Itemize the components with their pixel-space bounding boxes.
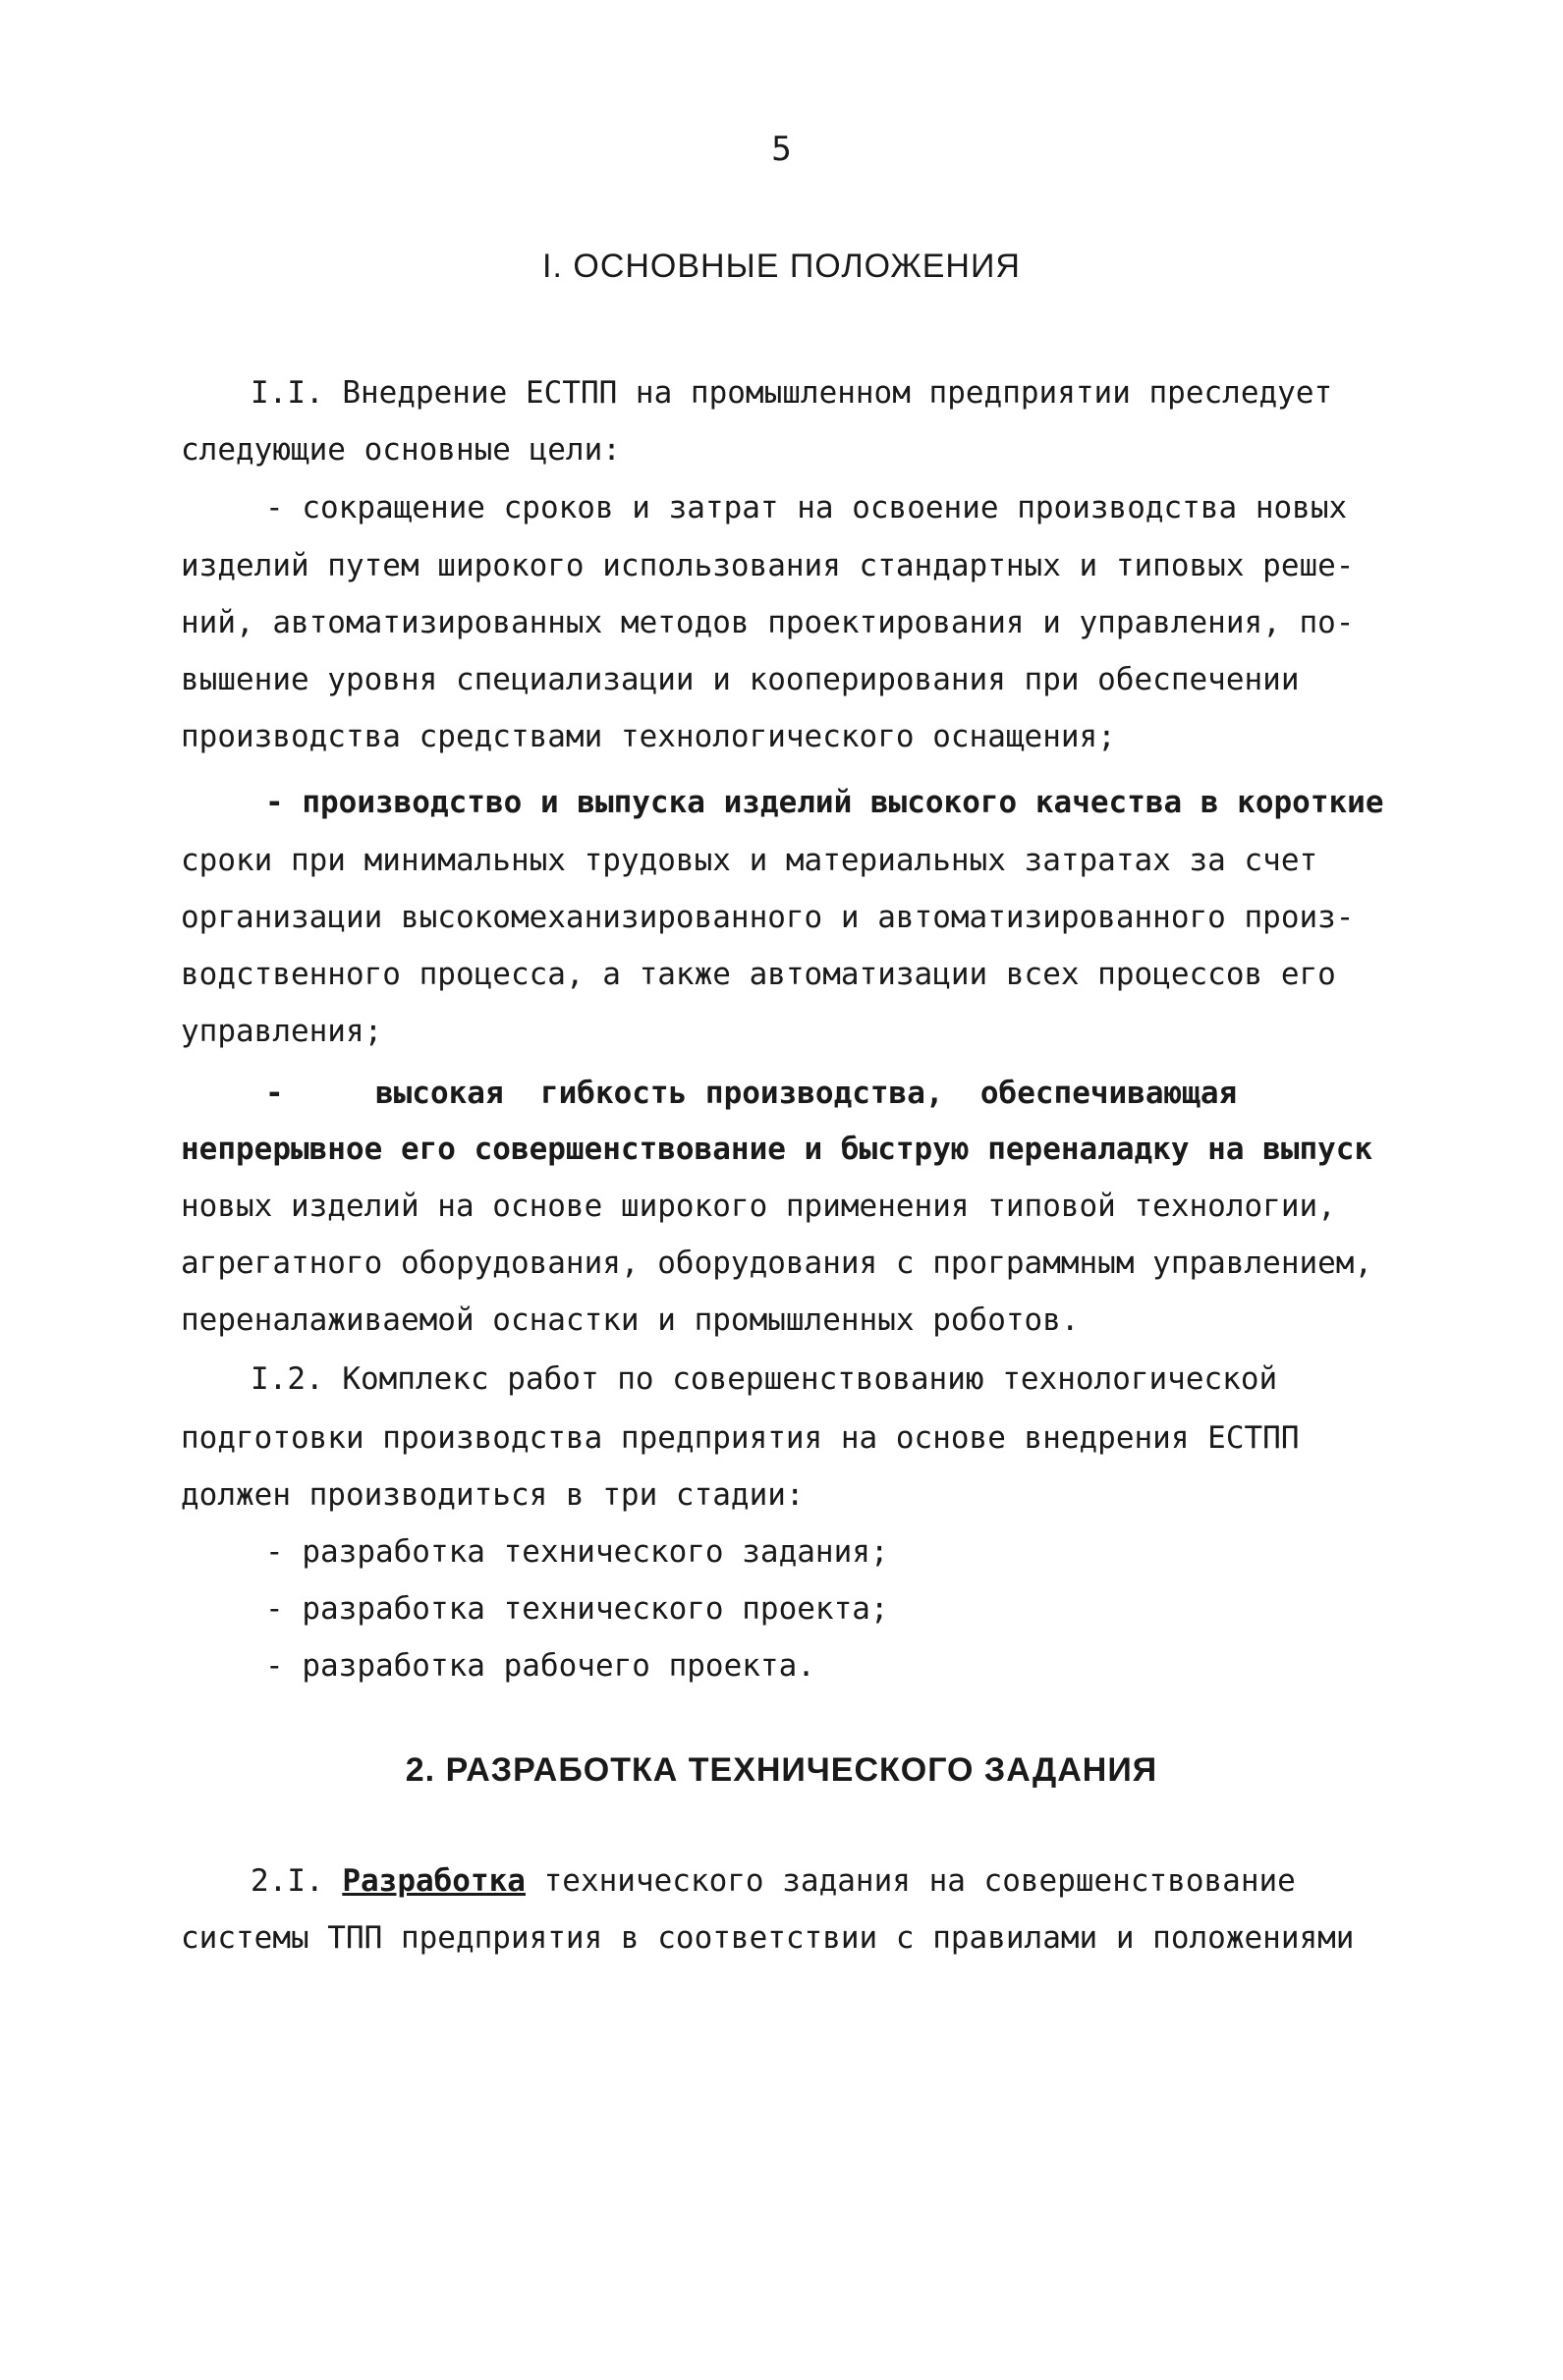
bullet-1-line: вышение уровня специализации и кооперирования при обеспечении: [181, 662, 1300, 697]
paragraph-1-2-line: подготовки производства предприятия на основе внедрения ЕСТПП: [181, 1420, 1300, 1456]
paragraph-2-1-number: 2.I.: [251, 1863, 324, 1899]
paragraph-1-2-line: должен производиться в три стадии:: [181, 1477, 805, 1513]
bullet-3-line: новых изделий на основе широкого применения типовой технологии,: [181, 1189, 1336, 1224]
bullet-2-line: управления;: [181, 1014, 383, 1049]
stage-item: - разработка рабочего проекта.: [265, 1648, 815, 1684]
stage-item: - разработка технического проекта;: [265, 1591, 889, 1627]
section-2-title: 2. РАЗРАБОТКА ТЕХНИЧЕСКОГО ЗАДАНИЯ: [405, 1751, 1158, 1789]
paragraph-1-2-line: I.2. Комплекс работ по совершенствованию технологической: [251, 1361, 1278, 1397]
bullet-3-line: агрегатного оборудования, оборудования с программным управлением,: [181, 1245, 1373, 1281]
page-number: 5: [771, 130, 792, 169]
paragraph-2-1-underlined-word: Разработка: [342, 1863, 526, 1899]
bullet-3-line: переналаживаемой оснастки и промышленных роботов.: [181, 1302, 1080, 1338]
bullet-2-line: - производство и выпуска изделий высокого качества в короткие: [265, 785, 1384, 820]
paragraph-2-1-line: системы ТПП предприятия в соответствии с правилами и положениями: [181, 1920, 1355, 1956]
paragraph-1-1-line: следующие основные цели:: [181, 432, 621, 468]
bullet-1-line: производства средствами технологического оснащения;: [181, 719, 1116, 754]
bullet-1-line: изделий путем широкого использования стандартных и типовых реше-: [181, 548, 1355, 583]
bullet-2-line: сроки при минимальных трудовых и материальных затратах за счет: [181, 843, 1318, 878]
bullet-2-line: водственного процесса, а также автоматизации всех процессов его: [181, 957, 1336, 992]
paragraph-2-1-line: [251, 1861, 1337, 1901]
bullet-1-line: - сокращение сроков и затрат на освоение производства новых: [265, 490, 1348, 526]
bullet-1-line: ний, автоматизированных методов проектирования и управления, по-: [181, 605, 1355, 640]
bullet-2-line: организации высокомеханизированного и автоматизированного произ-: [181, 900, 1355, 935]
bullet-3-line: непрерывное его совершенствование и быструю переналадку на выпуск: [181, 1132, 1373, 1167]
section-1-title: I. ОСНОВНЫЕ ПОЛОЖЕНИЯ: [542, 248, 1021, 285]
paragraph-1-1-line: I.I. Внедрение ЕСТПП на промышленном предприятии преследует: [251, 375, 1333, 411]
stage-item: - разработка технического задания;: [265, 1534, 889, 1570]
paragraph-2-1-text: технического задания на совершенствование: [525, 1863, 1296, 1899]
bullet-3-line: - высокая гибкость производства, обеспечивающая: [265, 1076, 1238, 1111]
